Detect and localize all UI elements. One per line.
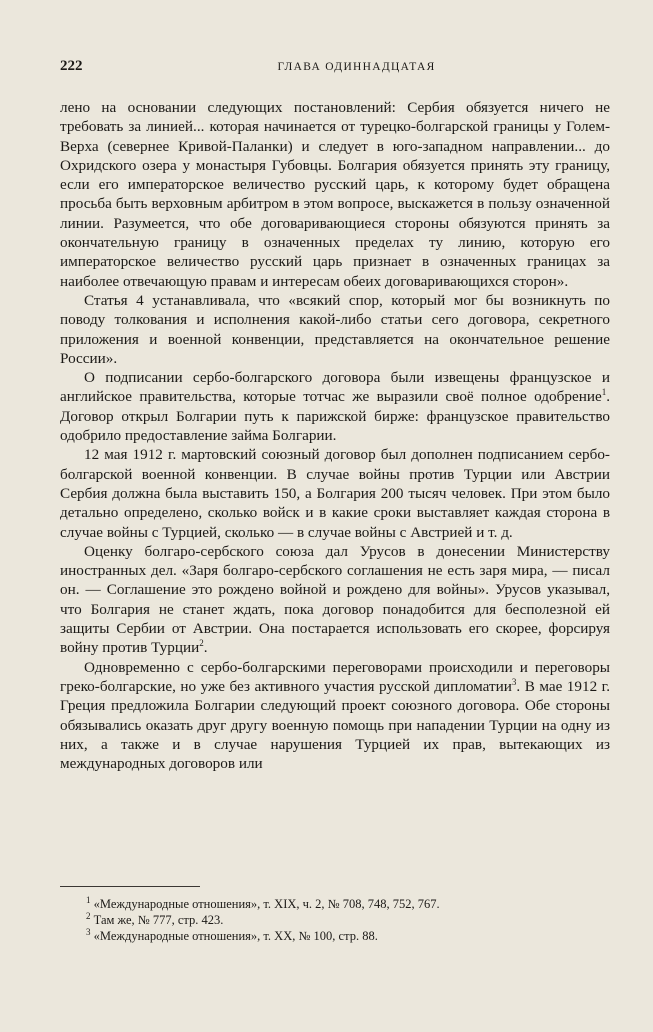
footnote-mark: 3 [86, 926, 91, 937]
paragraph [60, 98, 610, 291]
page-number: 222 [60, 58, 83, 74]
paragraph-text: Одновременно с сербо-болгарскими переговорами происходили и переговоры греко-болгарские, но уже без активного участия русской дипломатии [60, 658, 610, 695]
footnote-mark: 1 [86, 894, 91, 905]
footnote [60, 912, 610, 928]
paragraph-text: . Договор открыл Болгарии путь к парижской бирже: французское правительство одобрило предоставление займа Болгарии. [60, 388, 610, 445]
footnote [60, 896, 610, 912]
footnote-ref: 1 [601, 387, 607, 398]
footnote [60, 928, 610, 944]
paragraph [60, 291, 610, 368]
footnotes [60, 896, 610, 944]
paragraph-text: Статья 4 устанавливала, что «всякий спор, который мог бы возникнуть по поводу толкования и исполнения какой-либо статьи сего договора, секретного приложения и военной конвенции, представляется на окончательное решение России». [60, 291, 610, 367]
paragraph-text: О подписании сербо-болгарского договора были извещены французское и английское правительства, которые тотчас же выразили своё полное одобрение [60, 369, 610, 406]
footnote-text: Там же, № 777, стр. 423. [93, 913, 224, 927]
body-text [60, 98, 610, 773]
paragraph-text: 12 мая 1912 г. мартовский союзный договор был дополнен подписанием сербо-болгарской военной конвенции. В случае войны против Турции или Австрии Сербия должна была выставить 150, а Болгария 200 тысяч человек. При этом было детально определено, сколько войск и в какие сроки выставляет каждая сторона в случае войны с Турцией, сколько — в случае войны с Австрией и т. д. [60, 446, 610, 541]
paragraph-text: лено на основании следующих постановлений: Сербия обязуется ничего не требовать за линией... которая начинается от турецко-болгарской границы у Голем-Верха (севернее Кривой-Паланки) и следует в юго-западном направлении... до Охридского озера у монастыря Губовцы. Болгария обязуется принять эту границу, если его императорское величество русский царь, к которому будет обращена просьба быть верховным арбитром в этом вопросе, выскажется в пользу означенной линии. Разумеется, что обе договаривающиеся стороны обязуются принять за окончательную границу в означенных пределах ту линию, которую его императорское величество русский царь признает в означенных границах за наиболее отвечающую правам и интересам обеих договаривающихся сторон». [60, 99, 610, 290]
paragraph-text: . В мае 1912 г. Греция предложила Болгарии следующий проект союзного договора. Обе стороны обязывались оказать друг другу военную помощь при нападении Турции на одну из них, а также и в случае нарушения Турцией их прав, вытекающих из международных договоров или [60, 677, 610, 773]
paragraph [60, 658, 610, 774]
running-head: ГЛАВА ОДИННАДЦАТАЯ [277, 61, 436, 73]
page-header [60, 58, 613, 78]
footnote-divider [60, 886, 200, 887]
paragraph [60, 445, 610, 541]
footnote-text: «Международные отношения», т. XX, № 100, стр. 88. [93, 929, 378, 943]
paragraph [60, 368, 610, 445]
footnote-text: «Международные отношения», т. XIX, ч. 2, № 708, 748, 752, 767. [93, 897, 440, 911]
paragraph-text: . [203, 639, 208, 657]
footnote-ref: 3 [511, 676, 517, 687]
paragraph-text: Оценку болгаро-сербского союза дал Урусов в донесении Министерству иностранных дел. «Заря болгаро-сербского соглашения не есть заря мира, — писал он. — Соглашение это рождено войной и рождено для войны». Урусов указывал, что Болгария не станет ждать, пока договор понадобится для бесполезной ей защиты Сербии от Австрии. Она постарается использовать его скорее, форсируя войну против Турции [60, 542, 610, 657]
footnote-ref: 2 [199, 638, 204, 649]
paragraph [60, 542, 610, 658]
footnote-mark: 2 [86, 910, 91, 921]
